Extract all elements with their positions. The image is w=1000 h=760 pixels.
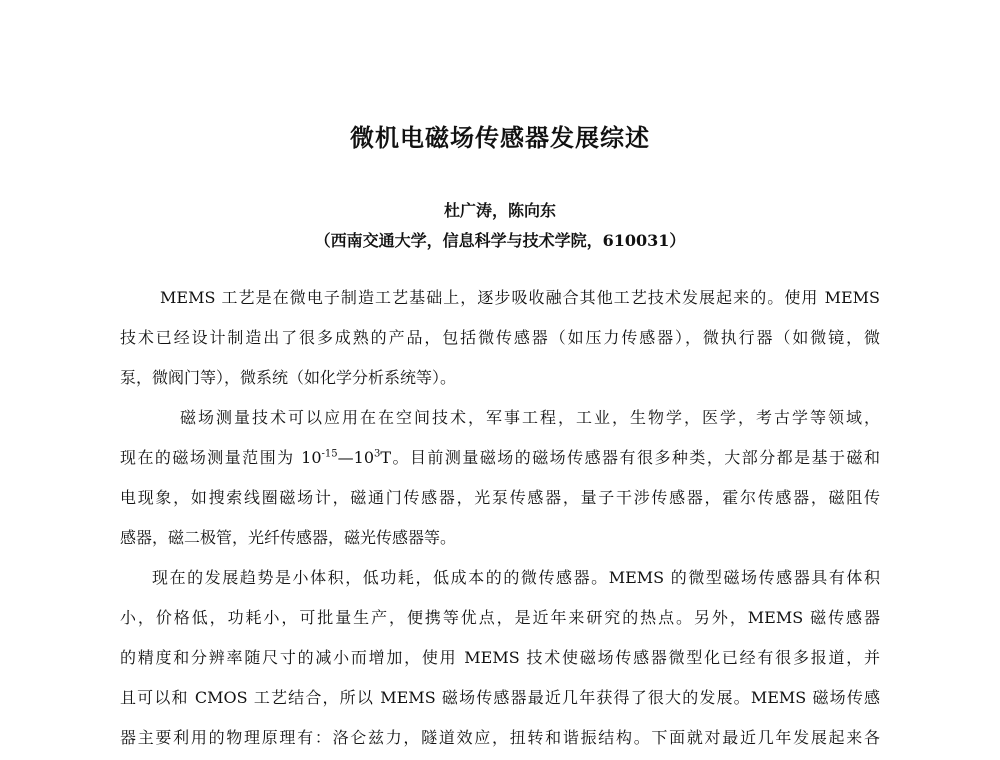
paper-title: 微机电磁场传感器发展综述 [350,123,650,152]
range-max-exponent: 3 [374,448,381,460]
paragraph-2-line-2 [120,448,880,468]
author-list: 杜广涛，陈向东 [443,201,556,220]
paragraph-2-line-1: 磁场测量技术可以应用在在空间技术，军事工程，工业，生物学，医学，考古学等领域， [180,408,880,427]
paragraph-3-line-3: 的精度和分辨率随尺寸的减小而增加，使用 MEMS 技术使磁场传感器微型化已经有很多报道，并 [120,648,880,667]
paragraph-3-line-5: 器主要利用的物理原理有：洛仑兹力，隧道效应，扭转和谐振结构。下面就对最近几年发展起来各 [120,728,880,747]
range-min-exponent: -15 [321,448,338,460]
paragraph-1-line-1: MEMS 工艺是在微电子制造工艺基础上，逐步吸收融合其他工艺技术发展起来的。使用 MEMS [160,288,880,307]
paragraph-3-line-4: 且可以和 CMOS 工艺结合，所以 MEMS 磁场传感器最近几年获得了很大的发展。MEMS 磁场传感 [120,688,880,707]
paragraph-1-line-2: 技术已经设计制造出了很多成熟的产品，包括微传感器（如压力传感器），微执行器（如微镜，微 [120,328,880,347]
author-affiliation: （西南交通大学，信息科学与技术学院，610031） [314,231,686,250]
paragraph-3-line-1: 现在的发展趋势是小体积，低功耗，低成本的的微传感器。MEMS 的微型磁场传感器具有体积 [152,568,880,587]
paragraph-2-line-2-pre: 现在的磁场测量范围为 10 [120,448,322,467]
paragraph-2-line-2-post: T。目前测量磁场的磁场传感器有很多种类，大部分都是基于磁和 [380,448,880,467]
paragraph-3-line-2: 小，价格低，功耗小，可批量生产，便携等优点，是近年来研究的热点。另外，MEMS 磁传感器 [120,608,880,627]
paragraph-2-line-3: 电现象，如搜索线圈磁场计，磁通门传感器，光泵传感器，量子干涉传感器，霍尔传感器，磁阻传 [120,488,880,507]
paragraph-1-line-3: 泵，微阀门等），微系统（如化学分析系统等）。 [120,368,457,387]
paragraph-2-line-2-mid: —10 [337,448,374,467]
paragraph-2-line-4: 感器，磁二极管，光纤传感器，磁光传感器等。 [120,528,457,547]
